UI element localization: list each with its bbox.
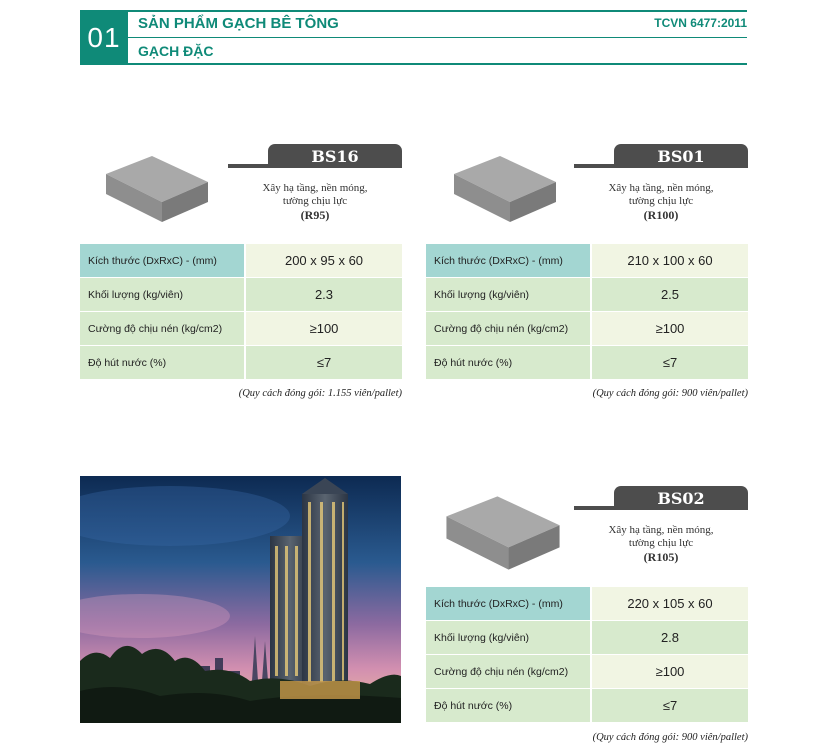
packing-note: (Quy cách đóng gói: 1.155 viên/pallet) — [238, 388, 402, 399]
table-row: Kích thước (DxRxC) - (mm) 200 x 95 x 60 — [80, 244, 402, 278]
spec-table — [426, 244, 748, 380]
brick-image — [442, 494, 564, 572]
table-row: Khối lượng (kg/viên) 2.5 — [426, 278, 748, 312]
spec-table — [80, 244, 402, 380]
table-row: Cường độ chịu nén (kg/cm2) ≥100 — [426, 312, 748, 346]
product-code-tab — [574, 144, 748, 170]
brick-image — [450, 154, 560, 224]
packing-note: (Quy cách đóng gói: 900 viên/pallet) — [592, 732, 748, 743]
table-row: Độ hút nước (%) ≤7 — [426, 346, 748, 380]
table-row: Khối lượng (kg/viên) 2.8 — [426, 621, 748, 655]
standard-code: TCVN 6477:2011 — [654, 16, 747, 30]
table-row: Kích thước (DxRxC) - (mm) 210 x 100 x 60 — [426, 244, 748, 278]
product-description: Xây hạ tầng, nền móng, tường chịu lực (R105) — [576, 524, 746, 564]
product-grade: (R95) — [300, 208, 330, 222]
header-rule-middle — [128, 37, 747, 38]
product-description: Xây hạ tầng, nền móng, tường chịu lực (R95) — [230, 182, 400, 222]
product-code: BS02 — [614, 486, 748, 510]
section-title: SẢN PHẨM GẠCH BÊ TÔNG — [138, 15, 339, 32]
table-row: Cường độ chịu nén (kg/cm2) ≥100 — [80, 312, 402, 346]
product-grade: (R105) — [643, 550, 679, 564]
building-photo — [80, 476, 401, 723]
product-code: BS16 — [268, 144, 402, 168]
table-row: Độ hút nước (%) ≤7 — [80, 346, 402, 380]
product-description: Xây hạ tầng, nền móng, tường chịu lực (R100) — [576, 182, 746, 222]
table-row: Khối lượng (kg/viên) 2.3 — [80, 278, 402, 312]
section-subtitle: GẠCH ĐẶC — [138, 43, 214, 59]
header-rule-bottom — [80, 63, 747, 65]
table-row: Độ hút nước (%) ≤7 — [426, 689, 748, 723]
brick-image — [102, 154, 212, 224]
product-code-tab — [574, 486, 748, 512]
table-row: Cường độ chịu nén (kg/cm2) ≥100 — [426, 655, 748, 689]
product-code: BS01 — [614, 144, 748, 168]
header-rule-top — [80, 10, 747, 12]
section-number: 01 — [80, 10, 128, 65]
product-grade: (R100) — [643, 208, 679, 222]
packing-note: (Quy cách đóng gói: 900 viên/pallet) — [592, 388, 748, 399]
table-row: Kích thước (DxRxC) - (mm) 220 x 105 x 60 — [426, 587, 748, 621]
product-code-tab — [228, 144, 402, 170]
spec-table — [426, 587, 748, 723]
